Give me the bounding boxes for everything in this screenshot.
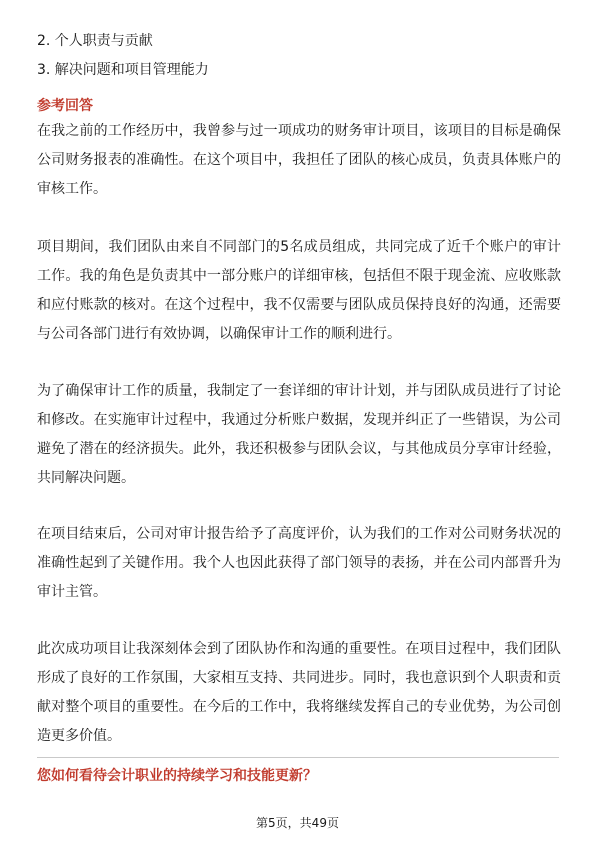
next-question-heading: 您如何看待会计职业的持续学习和技能更新？ bbox=[37, 768, 317, 784]
list-item-personal-responsibility: 2. 个人职责与贡献 bbox=[37, 33, 153, 49]
section-divider bbox=[37, 757, 559, 758]
page-number-footer: 第5页，共49页 bbox=[256, 816, 339, 830]
answer-paragraph-5: 此次成功项目让我深刻体会到了团队协作和沟通的重要性。在项目过程中，我们团队形成了良好的工作氛围，大家相互支持、共同进步。同时，我也意识到个人职责和贡献对整个项目的重要性。在今后的工作中，我将继续发挥自己的专业优势，为公司创造更多价值。 bbox=[37, 641, 561, 744]
answer-paragraph-3: 为了确保审计工作的质量，我制定了一套详细的审计计划，并与团队成员进行了讨论和修改。在实施审计过程中，我通过分析账户数据，发现并纠正了一些错误，为公司避免了潜在的经济损失。此外，我还积极参与团队会议，与其他成员分享审计经验，共同解决问题。 bbox=[37, 383, 561, 486]
reference-answer-label: 参考回答 bbox=[37, 98, 93, 114]
answer-paragraph-1: 在我之前的工作经历中，我曾参与过一项成功的财务审计项目，该项目的目标是确保公司财务报表的准确性。在这个项目中，我担任了团队的核心成员，负责具体账户的审核工作。 bbox=[37, 123, 561, 197]
list-item-problem-solving: 3. 解决问题和项目管理能力 bbox=[37, 62, 209, 78]
answer-paragraph-4: 在项目结束后，公司对审计报告给予了高度评价，认为我们的工作对公司财务状况的准确性起到了关键作用。我个人也因此获得了部门领导的表扬，并在公司内部晋升为审计主管。 bbox=[37, 526, 561, 600]
answer-paragraph-2: 项目期间，我们团队由来自不同部门的5名成员组成，共同完成了近千个账户的审计工作。我的角色是负责其中一部分账户的详细审核，包括但不限于现金流、应收账款和应付账款的核对。在这个过程中，我不仅需要与团队成员保持良好的沟通，还需要与公司各部门进行有效协调，以确保审计工作的顺利进行。 bbox=[37, 239, 561, 342]
